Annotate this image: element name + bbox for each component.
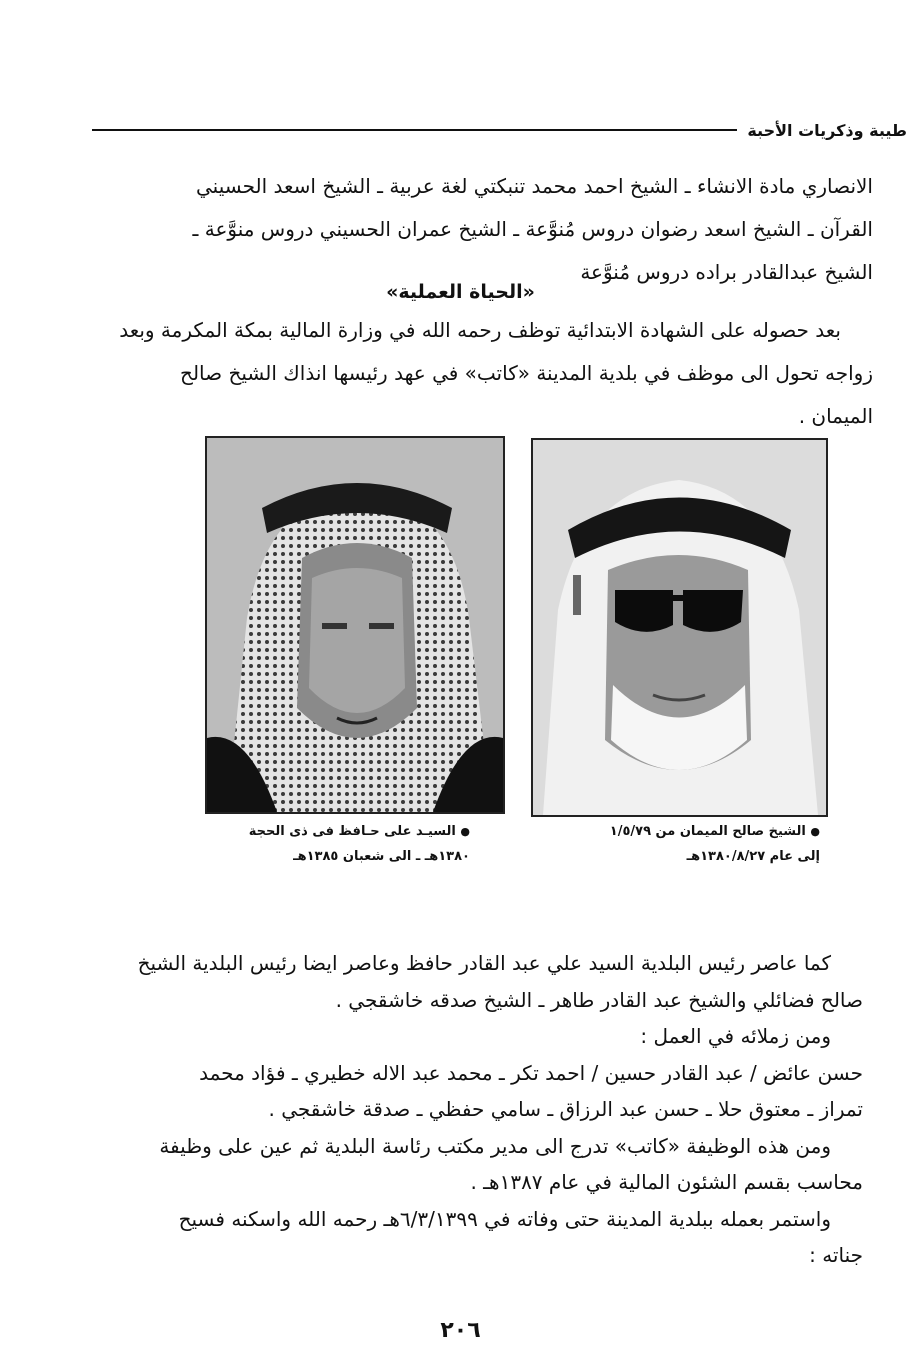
text-line: زواجه تحول الى موظف في بلدية المدينة «كاتب» في عهد رئيسها انذاك الشيخ صالح (180, 361, 873, 385)
text-line: حسن عائض / عبد القادر حسين / احمد تكر ـ محمد عبد الاله خطيري ـ فؤاد محمد (199, 1060, 863, 1085)
portrait-right-image (533, 440, 826, 815)
bullet-icon: ● (460, 825, 470, 838)
paragraph-colleagues (108, 945, 863, 1274)
text-line: الميمان . (798, 404, 873, 428)
text-line: ومن هذه الوظيفة «كاتب» تدرج الى مدير مكتب رئاسة البلدية ثم عين على وظيفة (159, 1133, 831, 1158)
text-line: الانصاري مادة الانشاء ـ الشيخ احمد محمد تنبكتي لغة عربية ـ الشيخ اسعد الحسيني (196, 174, 873, 198)
paragraph-teachers (118, 165, 873, 294)
caption-line: ١٣٨٠هـ ـ الى شعبان ١٣٨٥هـ (293, 849, 470, 864)
header-rule (92, 129, 737, 131)
caption-line: الشيخ صالح الميمان من ١/٥/٧٩ (609, 824, 806, 839)
portrait-left-image (207, 438, 503, 812)
bullet-icon: ● (810, 825, 820, 838)
caption-line: إلى عام ١٣٨٠/٨/٢٧هـ (686, 849, 820, 864)
paragraph-working-life (118, 309, 873, 438)
text-line: واستمر بعمله ببلدية المدينة حتى وفاته في ٦/٣/١٣٩٩هـ رحمه الله واسكنه فسيح (178, 1206, 831, 1231)
text-line: القرآن ـ الشيخ اسعد رضوان دروس مُنوَّعة ـ الشيخ عمران الحسيني دروس منوَّعة ـ (192, 217, 873, 241)
text-line: تمراز ـ معتوق حلا ـ حسن عبد الرزاق ـ سامي حفظي ـ صدقة خاشقجي . (268, 1097, 863, 1121)
page-number: ٢٠٦ (440, 1318, 481, 1343)
caption-line: السيـد على حـافظ فى ذى الحجة (248, 824, 456, 839)
text-line: الشيخ عبدالقادر براده دروس مُنوَّعة (580, 260, 873, 284)
header-title: طيبة وذكريات الأحبة (747, 120, 907, 140)
text-line: محاسب بقسم الشئون المالية في عام ١٣٨٧هـ . (470, 1170, 863, 1194)
photo-caption-right (540, 819, 820, 869)
text-line: جناته : (809, 1243, 863, 1267)
section-heading: «الحياة العملية» (386, 281, 535, 303)
portrait-photo-right (531, 438, 828, 817)
running-header (92, 114, 907, 146)
text-line: ومن زملائه في العمل : (640, 1024, 831, 1048)
portrait-photo-left (205, 436, 505, 814)
photo-caption-left (210, 819, 470, 869)
text-line: كما عاصر رئيس البلدية السيد علي عبد القادر حافظ وعاصر ايضا رئيس البلدية الشيخ (137, 951, 831, 975)
text-line: صالح فضائلي والشيخ عبد القادر طاهر ـ الشيخ صدقه خاشقجي . (335, 987, 863, 1012)
text-line: بعد حصوله على الشهادة الابتدائية توظف رحمه الله في وزارة المالية بمكة المكرمة وبعد (119, 318, 841, 342)
